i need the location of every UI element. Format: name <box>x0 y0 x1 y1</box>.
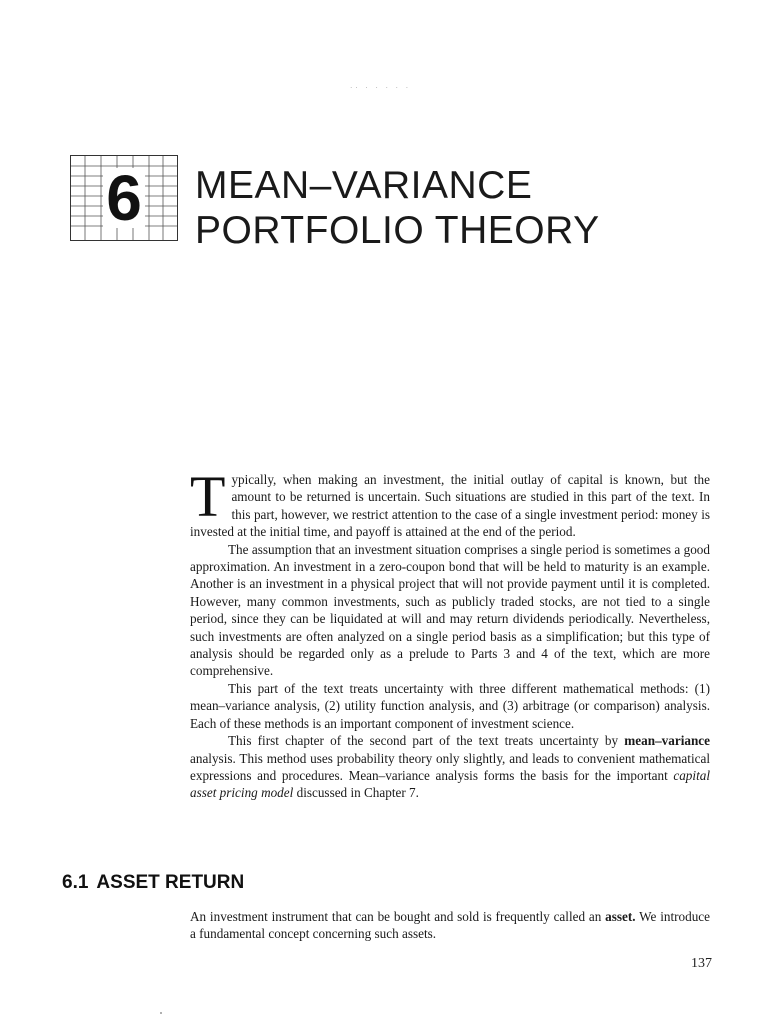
chapter-title-line1: MEAN–VARIANCE <box>195 164 533 207</box>
p4-text-b: analysis. This method uses probability theory only slightly, and leads to convenient mathematical expressions and procedures. Mean–variance analysis forms the basis for the important <box>190 750 710 783</box>
section-title: ASSET RETURN <box>96 872 245 893</box>
intro-paragraph-3: This part of the text treats uncertainty with three different mathematical methods: (1) mean–variance analysis, (2) utility function analysis, and (3) arbitrage (or comparison) analysis. Each of these methods is an important component of investment science. <box>190 680 710 731</box>
section-text-b: We introduce a fundamental concept concerning such assets. <box>190 909 710 942</box>
page-number: 137 <box>691 956 712 971</box>
chapter-title-line2: PORTFOLIO THEORY <box>195 209 600 252</box>
scan-speck <box>160 1012 162 1014</box>
section-text-a: An investment instrument that can be bought and sold is frequently called an <box>190 909 606 924</box>
intro-paragraph-1 <box>190 464 710 541</box>
section-text <box>190 908 710 943</box>
section-paragraph <box>190 908 710 943</box>
intro-paragraph-1-text: ypically, when making an investment, the initial outlay of capital is known, but the amount to be returned is uncertain. Such situations are studied in this part of the text. In this part, however, we restrict attention to the case of a single investment period: money is invested at the initial time, and payoff is attained at the end of the period. <box>190 472 710 540</box>
scan-specks: ·· · · · · · <box>350 84 412 92</box>
chapter-title <box>195 163 600 253</box>
chapter-number: 6 <box>106 162 142 234</box>
intro-text <box>190 464 710 802</box>
p4-text-c: discussed in Chapter 7. <box>293 785 419 801</box>
section-number: 6.1 <box>62 872 89 893</box>
section-heading <box>62 872 244 894</box>
term-capm: capital asset pricing model <box>190 767 710 801</box>
chapter-number-box <box>70 155 178 241</box>
intro-paragraph-2: The assumption that an investment situation comprises a single period is sometimes a good approximation. An investment in a zero-coupon bond that will be held to maturity is an example. Another is an investment in a physical project that will not provide payment until it is completed. However, many common investments, such as publicly traded stocks, are not tied to a single period, since they can be liquidated at will and may return dividends periodically. Nevertheless, such investments are often analyzed on a single period basis as a simplification; but this type of analysis should be regarded only as a prelude to Parts 3 and 4 of the text, which are more comprehensive. <box>190 541 710 679</box>
drop-cap: T <box>190 464 226 529</box>
p4-text-a: This first chapter of the second part of the text treats uncertainty by <box>228 733 625 749</box>
term-mean-variance: mean–variance <box>624 733 710 749</box>
term-asset: asset. <box>605 909 636 924</box>
intro-paragraph-4 <box>190 732 710 802</box>
